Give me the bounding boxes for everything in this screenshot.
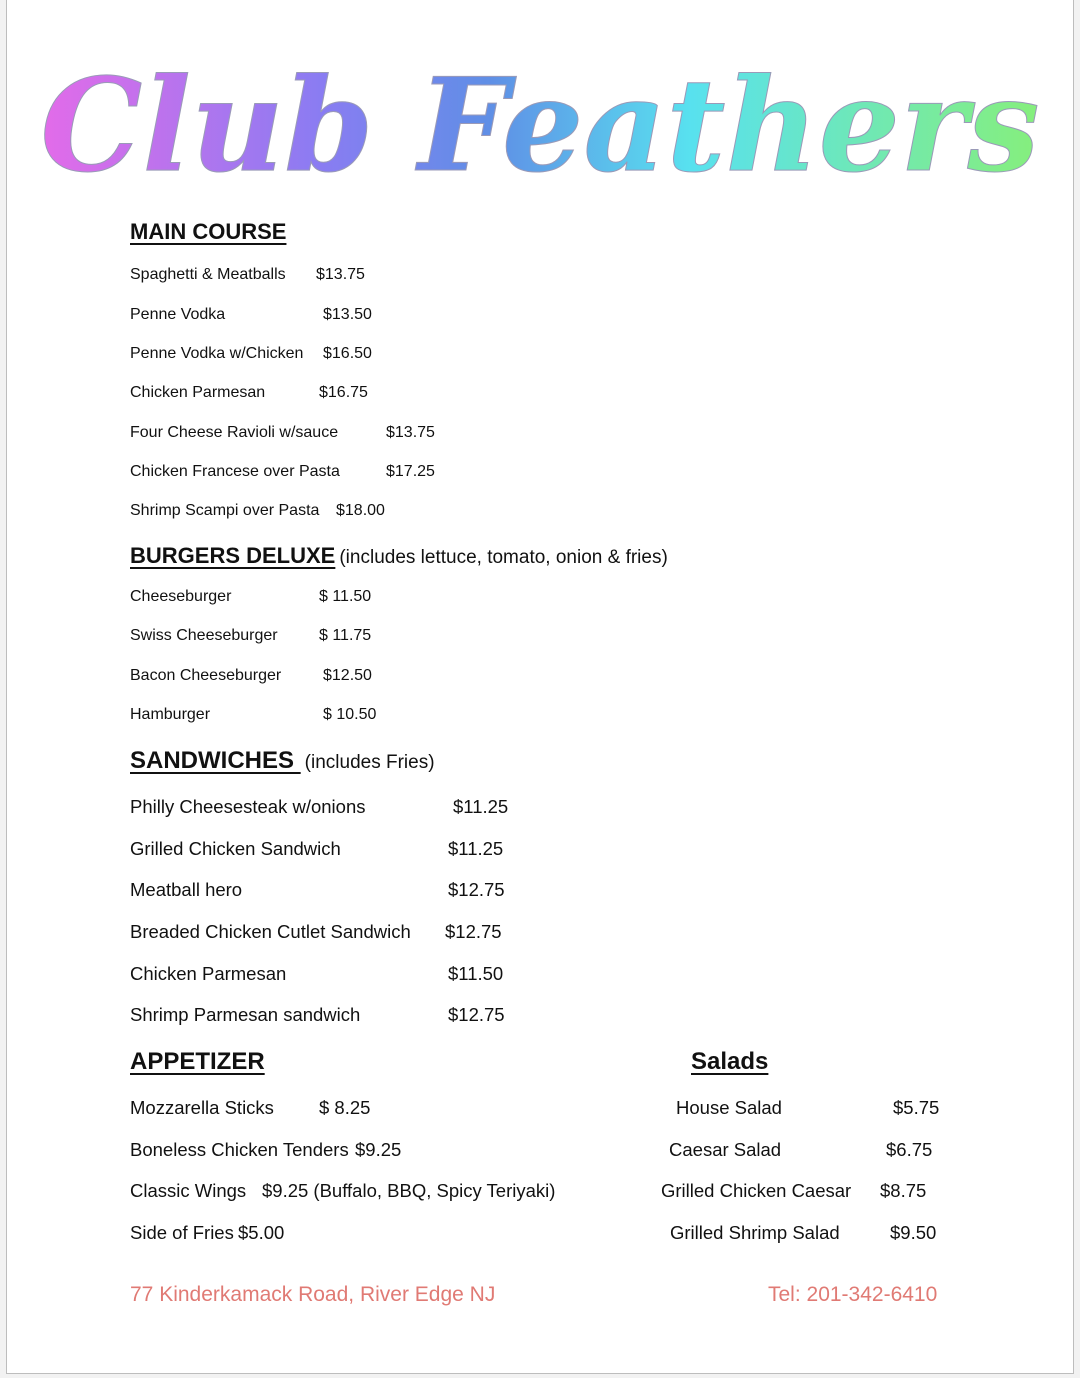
menu-item-name: Four Cheese Ravioli w/sauce — [130, 424, 339, 441]
menu-item-price: $12.75 — [448, 879, 505, 900]
menu-item-name: Penne Vodka w/Chicken — [130, 345, 304, 362]
burgers-note: (includes lettuce, tomato, onion & fries) — [339, 547, 668, 568]
menu-item-name: Chicken Francese over Pasta — [130, 463, 340, 480]
menu-item-name: Spaghetti & Meatballs — [130, 266, 286, 283]
menu-item-name: Bacon Cheeseburger — [130, 667, 282, 684]
menu-item-price: $18.00 — [336, 502, 385, 519]
menu-item-name: Cheeseburger — [130, 588, 232, 605]
menu-item-price: $ 8.25 — [319, 1097, 371, 1118]
menu-item-name: Shrimp Scampi over Pasta — [130, 502, 320, 519]
menu-item-price: $5.00 — [238, 1222, 285, 1243]
footer-phone: Tel: 201-342-6410 — [768, 1283, 938, 1306]
menu-item-name: Grilled Shrimp Salad — [670, 1222, 840, 1243]
menu-item-price: $ 10.50 — [323, 706, 377, 723]
sandwiches-heading — [130, 747, 435, 775]
logo-text: Club Feathers — [40, 52, 1040, 201]
menu-item-name: Swiss Cheeseburger — [130, 627, 278, 644]
menu-item-price: $13.50 — [323, 306, 372, 323]
menu-item-price: $9.25 (Buffalo, BBQ, Spicy Teriyaki) — [262, 1180, 556, 1201]
menu-item-name: Breaded Chicken Cutlet Sandwich — [130, 921, 411, 942]
menu-item-price: $12.50 — [323, 667, 372, 684]
menu-item-name: Meatball hero — [130, 879, 243, 900]
menu-item-price: $9.50 — [890, 1222, 937, 1243]
menu-item-name: Chicken Parmesan — [130, 384, 266, 401]
menu-item-name: Boneless Chicken Tenders — [130, 1139, 349, 1160]
menu-item-price: $12.75 — [448, 1004, 505, 1025]
menu-item-name: Caesar Salad — [669, 1139, 782, 1160]
menu-item-price: $11.25 — [448, 838, 504, 859]
appetizer-heading — [130, 1048, 265, 1076]
menu-item-price: $5.75 — [893, 1097, 940, 1118]
menu-item-name: Grilled Chicken Sandwich — [130, 838, 341, 859]
menu-item-name: Hamburger — [130, 706, 211, 723]
menu-item-name: Chicken Parmesan — [130, 963, 287, 984]
menu-item-price: $11.25 — [453, 796, 509, 817]
menu-item-name: Penne Vodka — [130, 306, 226, 323]
salads-heading — [691, 1048, 768, 1076]
menu-item-name: Classic Wings — [130, 1180, 247, 1201]
menu-item-price: $ 11.50 — [319, 588, 372, 605]
menu-item-price: $6.75 — [886, 1139, 933, 1160]
appetizer-title: APPETIZER — [130, 1048, 265, 1075]
menu-item-price: $16.75 — [319, 384, 368, 401]
sandwiches-note: (includes Fries) — [304, 752, 435, 773]
burgers-title: BURGERS DELUXE — [130, 543, 336, 568]
menu-item-name: Grilled Chicken Caesar — [661, 1180, 852, 1201]
menu-item-name: House Salad — [676, 1097, 782, 1118]
menu-item-name: Side of Fries — [130, 1222, 234, 1243]
menu-item-price: $9.25 — [355, 1139, 402, 1160]
menu-item-name: Shrimp Parmesan sandwich — [130, 1004, 361, 1025]
menu-item-price: $8.75 — [880, 1180, 927, 1201]
main-course-title: MAIN COURSE — [130, 219, 287, 244]
sandwiches-title: SANDWICHES — [130, 747, 301, 774]
burgers-heading — [130, 543, 668, 569]
club-feathers-logo — [0, 52, 1080, 212]
menu-item-price: $ 11.75 — [319, 627, 372, 644]
salads-title: Salads — [691, 1048, 769, 1075]
menu-item-price: $12.75 — [445, 921, 502, 942]
menu-item-price: $13.75 — [316, 266, 365, 283]
main-course-heading — [130, 219, 286, 245]
menu-item-name: Philly Cheesesteak w/onions — [130, 796, 366, 817]
menu-item-price: $16.50 — [323, 345, 372, 362]
menu-item-name: Mozzarella Sticks — [130, 1097, 274, 1118]
footer-address: 77 Kinderkamack Road, River Edge NJ — [130, 1283, 496, 1306]
menu-item-price: $13.75 — [386, 424, 435, 441]
menu-item-price: $17.25 — [386, 463, 435, 480]
menu-item-price: $11.50 — [448, 963, 504, 984]
